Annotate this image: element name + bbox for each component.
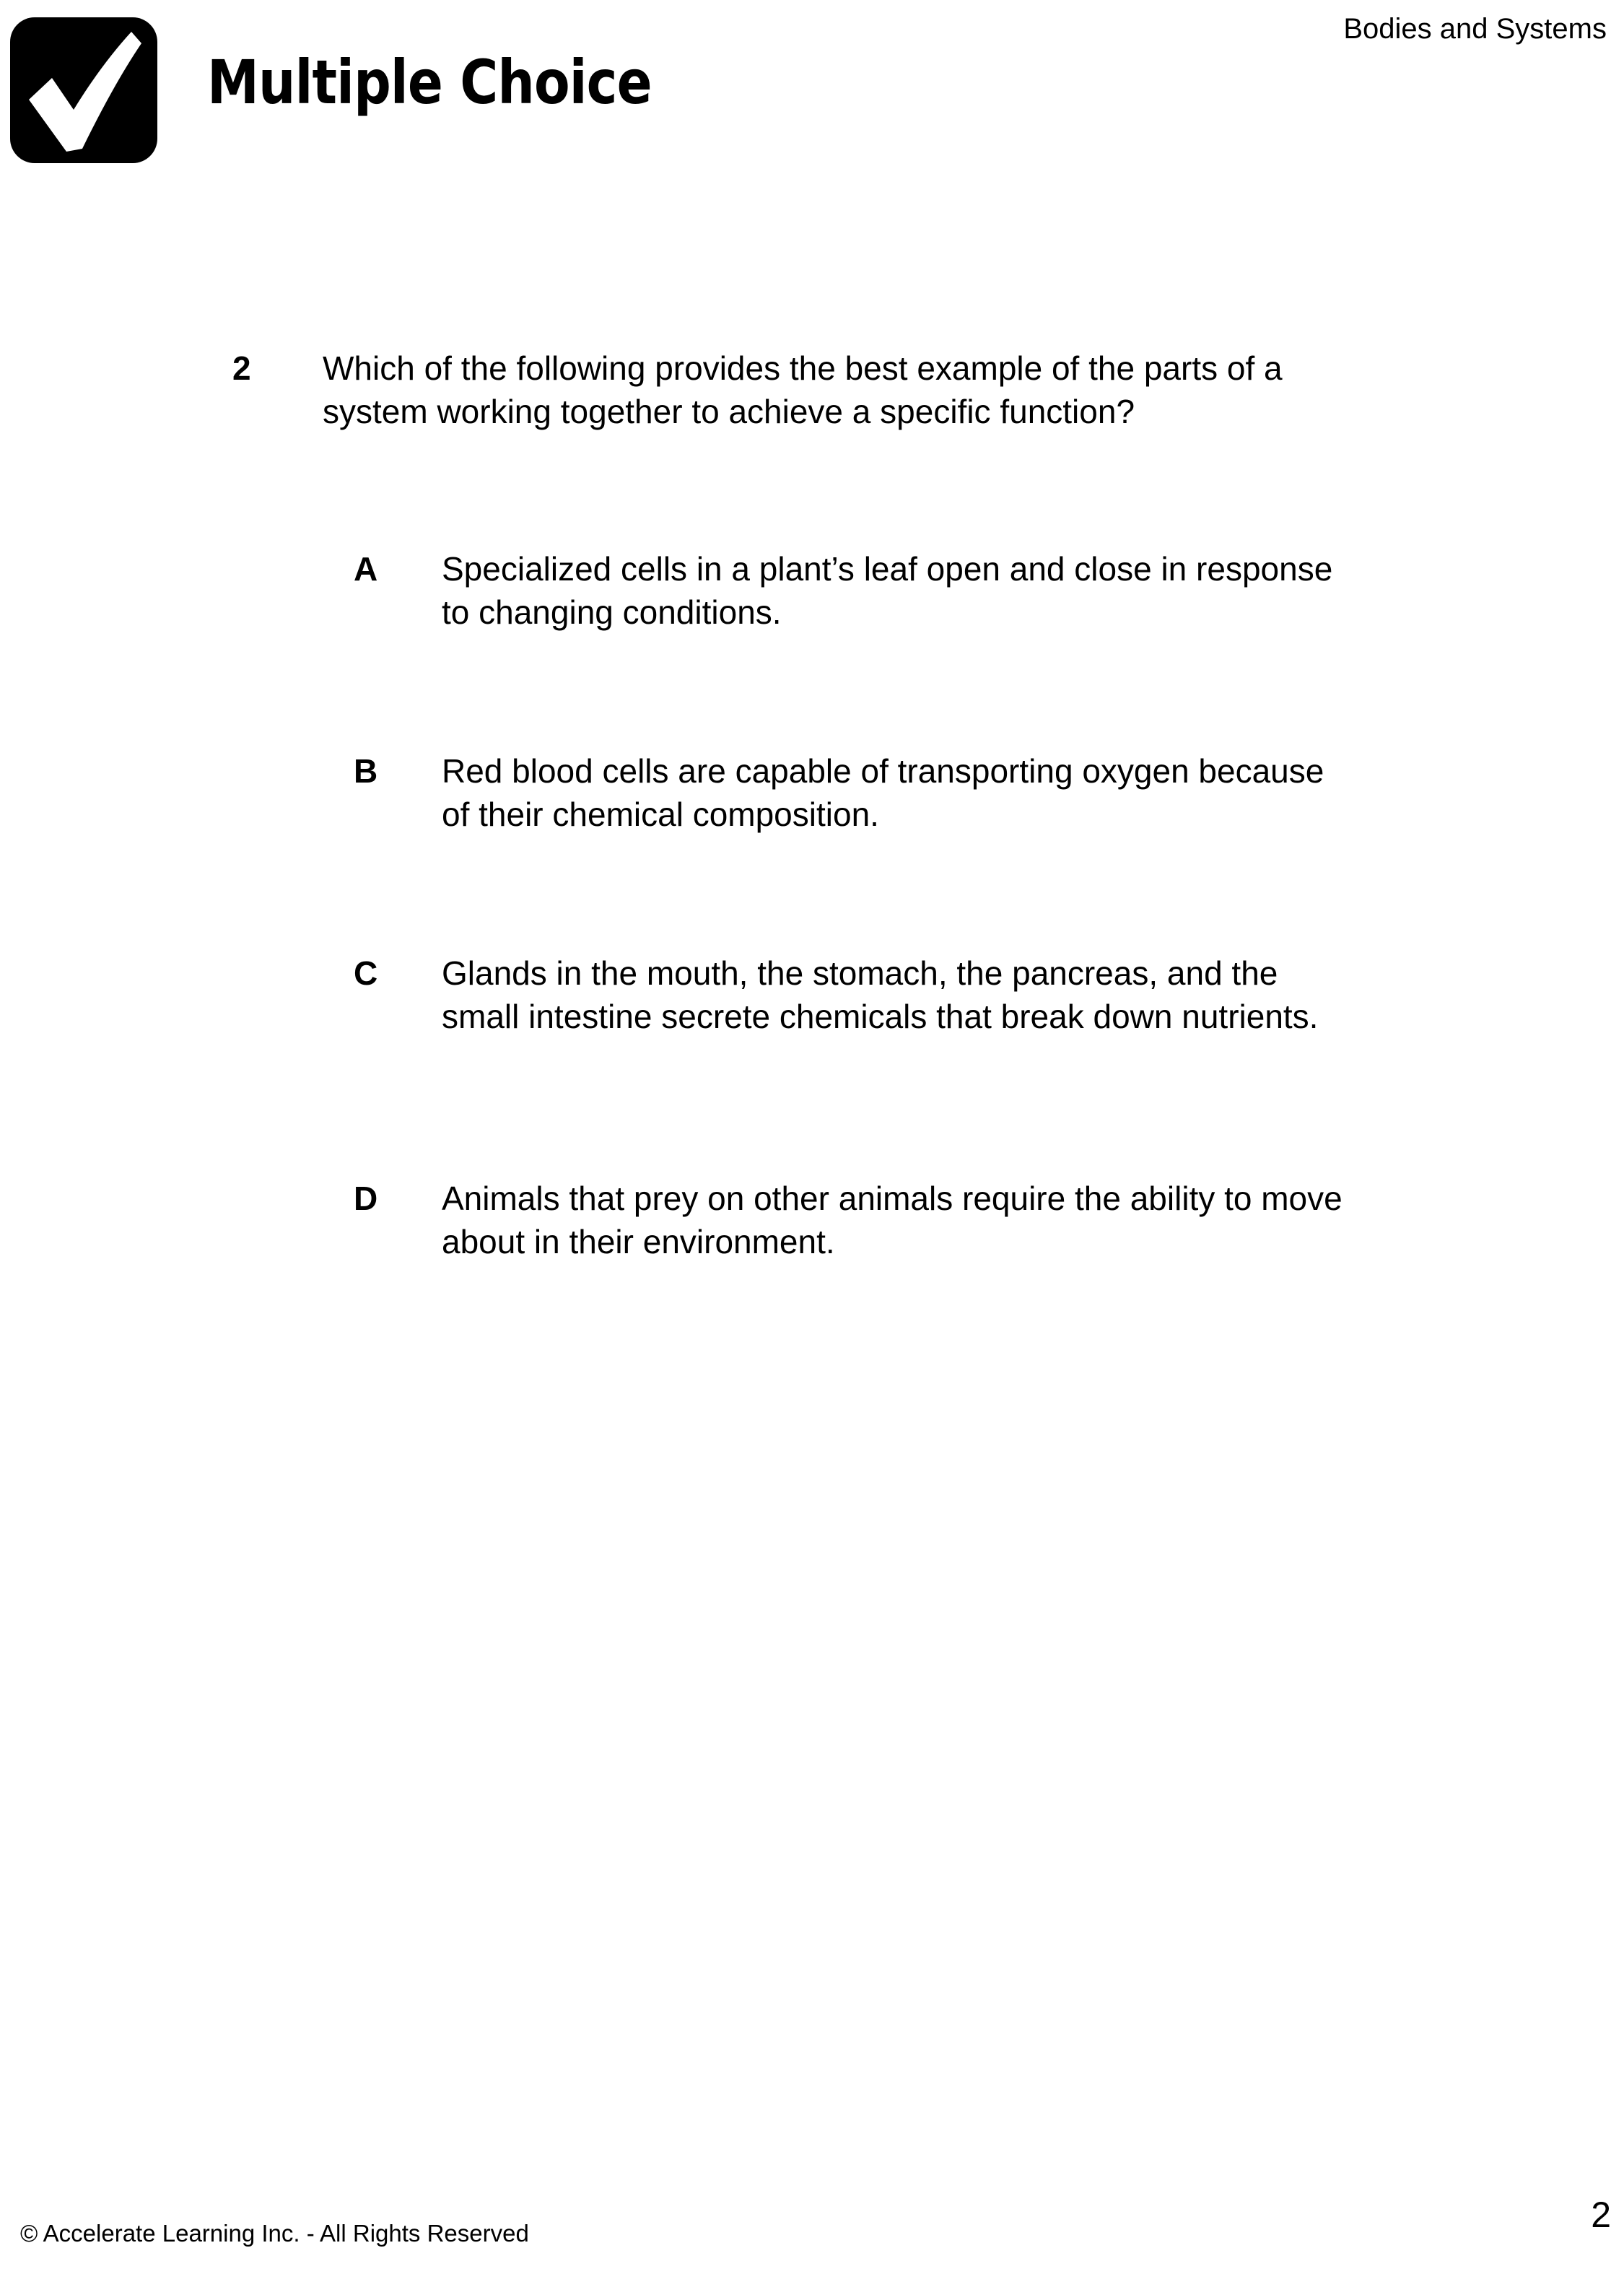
checkmark-box-icon — [7, 14, 160, 166]
option-text: Glands in the mouth, the stomach, the pancreas, and the small intestine secrete chemicals that break down nutrients. — [442, 954, 1319, 1035]
unit-name: Bodies and Systems — [1343, 13, 1607, 45]
option-letter: B — [354, 752, 378, 790]
copyright-notice: © Accelerate Learning Inc. - All Rights Reserved — [20, 2220, 529, 2247]
option-letter: D — [354, 1180, 378, 1217]
option-letter: C — [354, 954, 378, 992]
option-text: Animals that prey on other animals require the ability to move about in their environment. — [442, 1180, 1343, 1260]
question-stem: Which of the following provides the best example of the parts of a system working together to achieve a specific function? — [323, 349, 1283, 430]
question-number: 2 — [232, 349, 251, 387]
option-letter: A — [354, 550, 378, 588]
section-title: Multiple Choice — [207, 47, 652, 118]
option-text: Red blood cells are capable of transporting oxygen because of their chemical composition. — [442, 752, 1324, 833]
option-text: Specialized cells in a plant’s leaf open and close in response to changing conditions. — [442, 550, 1333, 631]
page-number: 2 — [1591, 2195, 1611, 2235]
